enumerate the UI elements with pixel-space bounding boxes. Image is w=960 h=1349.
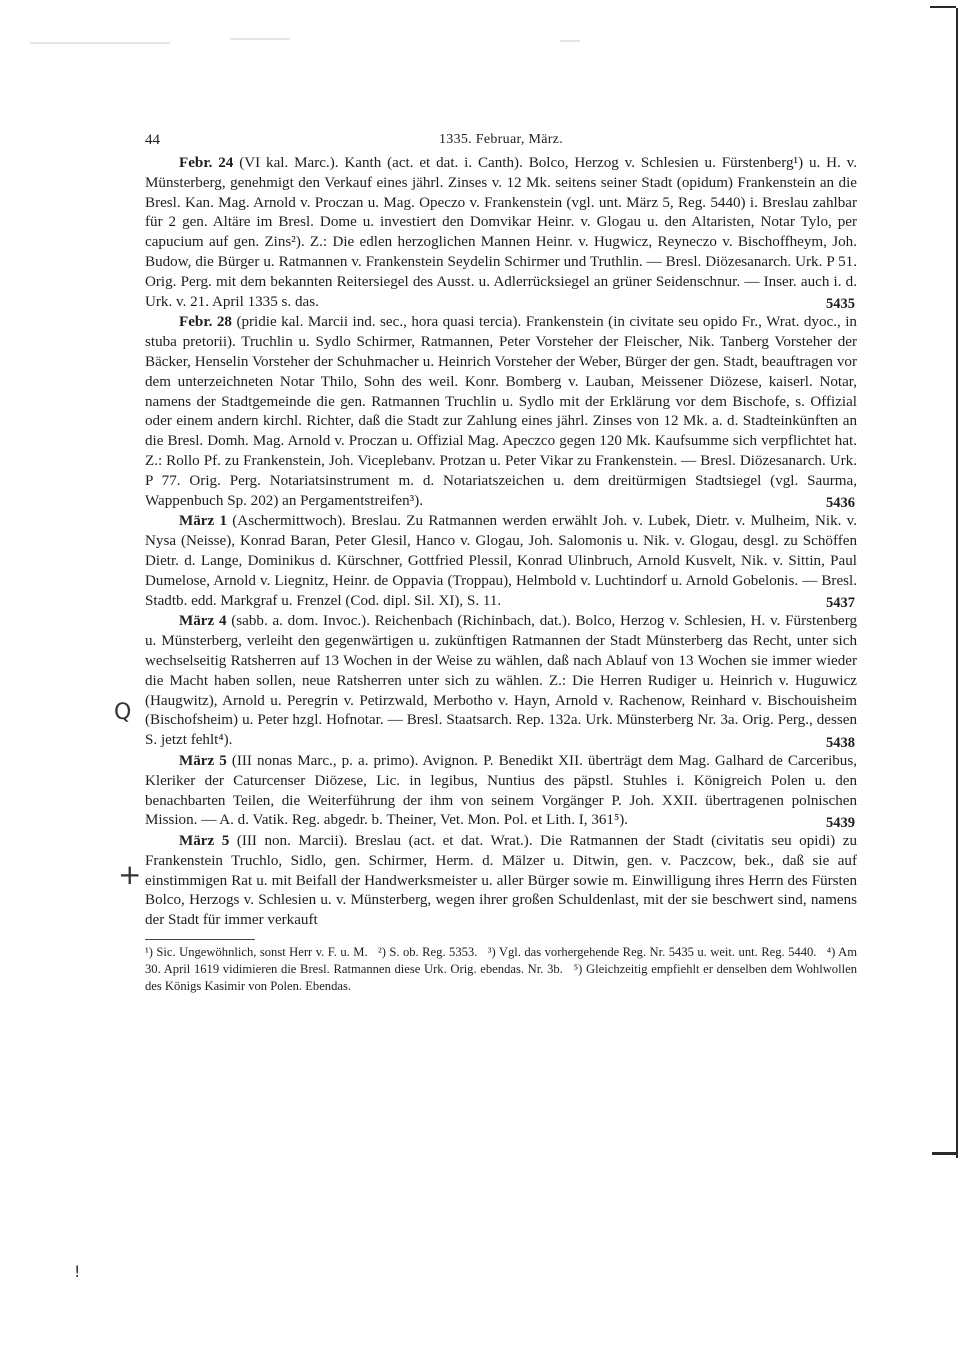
register-number: 5435	[826, 296, 855, 313]
register-number: 5438	[826, 734, 855, 751]
entry-text: (III nonas Marc., p. a. primo). Avignon. P. Benedikt XII. überträgt dem Mag. Galhard de Carceribus, Kleriker der Caturcenser Diözese, Lic. in legibus, Nuntius des päpstl. Stuhles i. Königreich Polen u. den benachbarten Teilen, die Weiterführung der ihm von seinem Vorgänger P. Joh. XXII. übertragenen polnischen Mission. — A. d. Vatik. Reg. abgedr. b. Theiner, Vet. Mon. Pol. et Lith. I, 361⁵).	[145, 752, 858, 829]
register-number: 5439	[826, 815, 855, 832]
entry-date: März 4	[179, 613, 227, 630]
register-entry	[145, 154, 857, 313]
scan-edge-line	[956, 8, 958, 1158]
handwritten-margin-mark: Q	[114, 700, 132, 725]
register-entry	[145, 752, 857, 832]
handwritten-margin-mark: +	[118, 858, 142, 891]
footnotes	[145, 944, 857, 995]
scan-edge-tick	[930, 6, 956, 8]
register-entry	[145, 512, 857, 612]
entry-date: März 5	[179, 833, 230, 850]
footnote-rule	[145, 939, 255, 940]
footnote: ³) Vgl. das vorhergehende Reg. Nr. 5435 u. weit. unt. Reg. 5440.	[487, 945, 817, 960]
scan-noise	[30, 42, 170, 44]
register-entry	[145, 612, 857, 752]
entry-text: (VI kal. Marc.). Kanth (act. et dat. i. Canth). Bolco, Herzog v. Schlesien u. Fürstenberg¹) u. H. v. Münsterberg, genehmigt den Verkauf eines jährl. Zinses v. 12 Mk. seitens seiner Stadt (opidum) Frankenstein an die Bresl. Kan. Mag. Arnold v. Proczan u. Mag. Opeczo v. Frankenstein (vgl. unt. März 5, Reg. 5440) i. Breslau zahlbar für 2 gen. Altäre im Bresl. Dome u. investiert den Domvikar Heinr. v. Glogau u. den Altaristen, Notar Tylo, per capucium auf gen. Zins²). Z.: Die edlen herzoglichen Mannen Heinr. v. Hugwicz, Reyneczo v. Bischoffheym, Joh. Budow, die Bürger u. Ratmannen v. Frankenstein Seydelin Schirmer und Truthlin. — Bresl. Diözesanarch. Urk. P 51. Orig. Perg. mit dem bekannten Reitersiegel des Ausst. u. Adlerrücksiegel an grüner Seidenschnur. — Inser. auch i. d. Urk. v. 21. April 1335 s. das.	[145, 155, 857, 310]
page-header	[145, 132, 857, 154]
footnote: ⁵) Gleichzeitig empfiehlt er denselben dem Wohlwollen des Königs Kasimir von Polen. Ebendas.	[145, 962, 857, 994]
register-number: 5436	[826, 495, 855, 512]
scan-noise	[560, 40, 580, 42]
register-entries	[145, 154, 857, 995]
register-entry	[145, 832, 857, 931]
scan-edge-tick	[932, 1152, 956, 1155]
entry-text: (sabb. a. dom. Invoc.). Reichenbach (Richinbach, dat.). Bolco, Herzog v. Schlesien, H. v. Fürstenberg u. Münsterberg, verleiht den gegenwärtigen u. zukünftigen Ratmannen der Stadt Münsterberg das Recht, unter sich wechselseitig Ratsherren auf 13 Wochen in der Weise zu wählen, daß nach Ablauf von 13 Wochen sie immer wieder die Macht haben sollen, neue Ratsherren unter sich zu wählen. Z.: Die Herren Rudiger u. Heinrich v. Huguwicz (Haugwitz), Arnold u. Peregrin v. Petirzwald, Merbotho v. Hayn, Arnold v. Rachenow, Reinhard v. Bischouisheim (Bischofsheim) u. Peter hzgl. Hofnotar. — Bresl. Staatsarch. Rep. 132a. Urk. Münsterberg Nr. 3a. Orig. Perg., dessen S. jetzt fehlt⁴).	[145, 613, 857, 749]
register-number: 5437	[826, 595, 855, 612]
handwritten-margin-mark: !	[74, 1262, 81, 1281]
entry-text: (pridie kal. Marcii ind. sec., hora quasi tercia). Frankenstein (in civitate seu opido Fr., Wrat. dyoc., in stuba pretorii). Truchlin u. Sydlo Schirmer, Ratmannen, Peter Vorsteher der Fleischer, Nik. Tanberg Vorsteher der Bäcker, Henselin Vorsteher der Schuhmacher u. Heinrich Vorsteher der Weber, Bürger der gen. Stadt, beauftragen vor dem unterzeichneten Notar Thilo, Sohn des weil. Konr. Bomberg v. Lauban, Meissener Diözese, kaiserl. Notar, namens der Stadtgemeinde die gen. Ratmannen Truchlin u. Sydlo mit der Erklärung vor dem Bischofe, s. Offizial oder einem andern kirchl. Richter, daß die Stadt zur Zahlung eines jährl. Zinses von 12 Mk. a. d. Stadteinkünften an die Bresl. Domh. Mag. Arnold v. Proczan u. Offizial Mag. Apeczco gegen 120 Mk. Kaufsumme sich verpflichtet hat. Z.: Rollo Pf. zu Frankenstein, Joh. Viceplebanv. Protzan u. Peter Vikar zu Frankenstein. — Bresl. Diözesanarch. Urk. P 77. Orig. Perg. Notariatsinstrument m. d. Notariatszeichen u. dem dreitürmigen Stadtsiegel (vgl. Saurma, Wappenbuch Sp. 202) an Pergamentstreifen³).	[145, 314, 857, 509]
entry-text: (Aschermittwoch). Breslau. Zu Ratmannen werden erwählt Joh. v. Lubek, Dietr. v. Mulheim, Nik. v. Nysa (Neisse), Konrad Baran, Peter Glesil, Hanco v. Glogau, Joh. Salomonis u. Nik. v. Glogau, desgl. zu Schöffen Dietr. d. Lange, Dominikus d. Kürschner, Gottfried Plessil, Konrad Ulinbruch, Arnold Kusvelt, Nik. v. Sittin, Paul Dumelose, Arnold v. Liegnitz, Heinr. de Oppavia (Troppau), Helmbold v. Luchtindorf u. Arnold Gobelonis. — Bresl. Stadtb. edd. Markgraf u. Frenzel (Cod. dipl. Sil. XI), S. 11.	[145, 513, 857, 609]
scan-noise	[230, 38, 290, 40]
entry-date: März 1	[179, 513, 228, 530]
footnote: ²) S. ob. Reg. 5353.	[377, 945, 478, 960]
footnote: ¹) Sic. Ungewöhnlich, sonst Herr v. F. u. M.	[145, 945, 368, 960]
entry-date: Febr. 28	[179, 314, 232, 331]
footnote: ⁴) Am 30. April 1619 vidimieren die Bresl. Ratmannen diese Urk. Orig. ebendas. Nr. 3b.	[145, 945, 858, 977]
page-number: 44	[145, 132, 160, 148]
register-entry	[145, 313, 857, 512]
running-title: 1335. Februar, März.	[438, 132, 563, 147]
entry-text: (III non. Marcii). Breslau (act. et dat. Wrat.). Die Ratmannen der Stadt (civitatis seu opidi) zu Frankenstein Truchlo, Sidlo, gen. Schirmer, Herm. d. Mälzer u. Ditwin, gen. v. Paczcow, bek., daß sie auf einstimmigen Rat u. mit Beifall der Handwerksmeister u. aller Bürger sowie m. Einwilligung ihres Herrn des Fürsten Bolco, Herzogs v. Schlesien u. v. Münsterberg, wegen ihrer großen Schuldenlast, mit der sie beschwert sind, namens der Stadt für immer verkauft	[145, 833, 857, 929]
entry-date: März 5	[179, 752, 227, 769]
entry-date: Febr. 24	[179, 155, 234, 171]
